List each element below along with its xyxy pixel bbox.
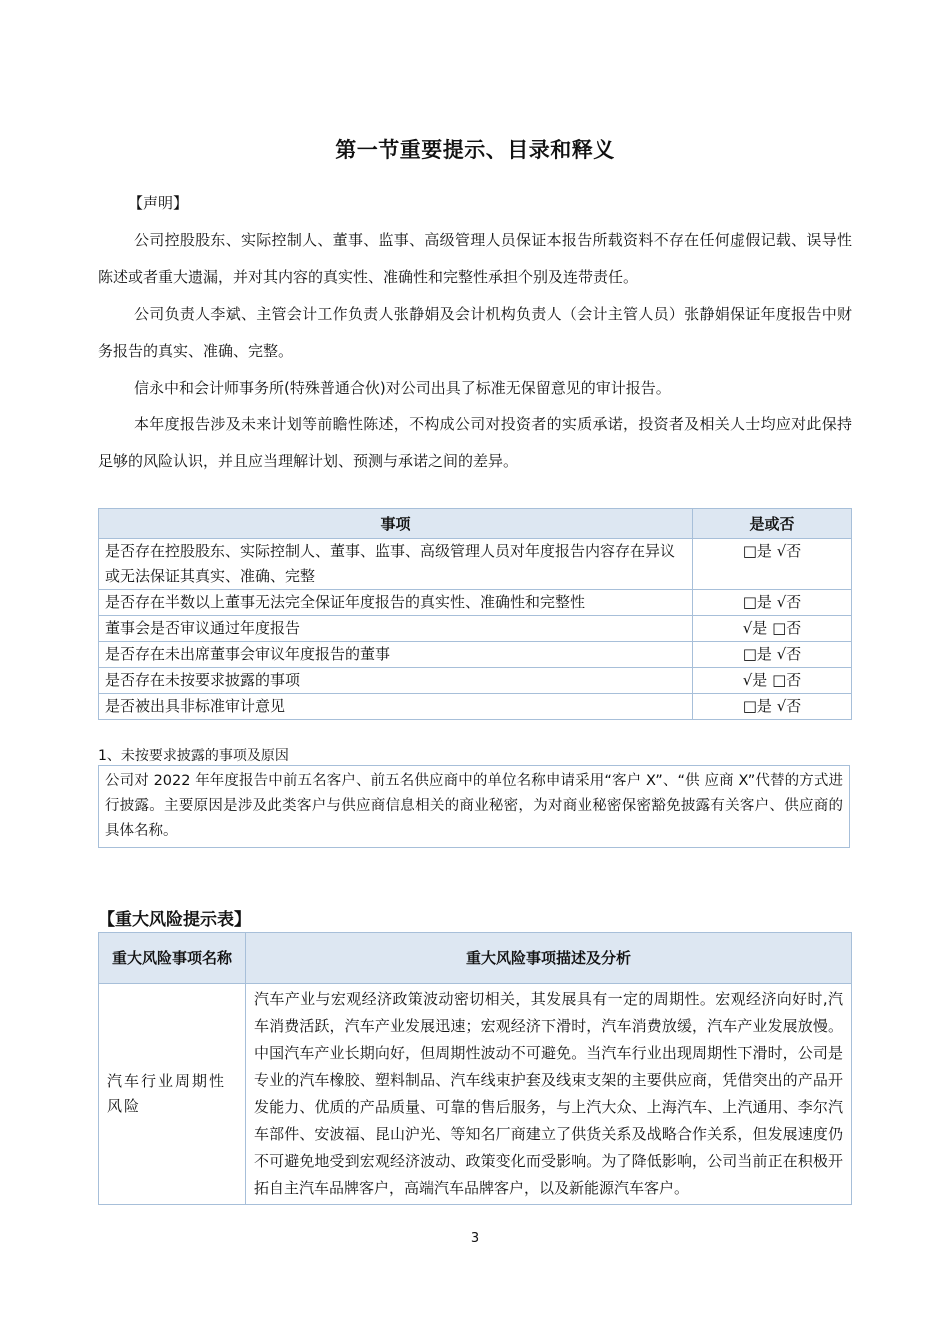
table-row xyxy=(99,642,852,668)
undisclosed-label: 1、未按要求披露的事项及原因 xyxy=(98,748,289,764)
page-number: 3 xyxy=(470,1231,480,1246)
matter-answer: √是 □否 xyxy=(693,668,852,694)
table-header-row xyxy=(99,933,852,984)
header-yes-no: 是或否 xyxy=(693,509,852,539)
declaration-label: 【声明】 xyxy=(128,194,189,212)
section-title: 第一节重要提示、目录和释义 xyxy=(335,138,615,162)
matter-answer: □是 √否 xyxy=(693,694,852,720)
table-row xyxy=(99,616,852,642)
matter-item: 是否存在控股股东、实际控制人、董事、监事、高级管理人员对年度报告内容存在异议或无法保证其真实、准确、完整 xyxy=(99,539,693,590)
risk-description: 汽车产业与宏观经济政策波动密切相关，其发展具有一定的周期性。宏观经济向好时,汽车消费活跃，汽车产业发展迅速；宏观经济下滑时，汽车消费放缓，汽车产业发展放慢。中国汽车产业长期向好，但周期性波动不可避免。当汽车行业出现周期性下滑时，公司是专业的汽车橡胶、塑料制品、汽车线束护套及线束支架的主要供应商，凭借突出的产品开发能力、优质的产品质量、可靠的售后服务，与上汽大众、上海汽车、上汽通用、李尔汽车部件、安波福、昆山沪光、等知名厂商建立了供货关系及战略合作关系，但发展速度仍不可避免地受到宏观经济波动、政策变化而受影响。为了降低影响，公司当前正在积极开拓自主汽车品牌客户，高端汽车品牌客户，以及新能源汽车客户。 xyxy=(246,984,852,1205)
matter-item: 是否存在未按要求披露的事项 xyxy=(99,668,693,694)
matter-answer: □是 √否 xyxy=(693,642,852,668)
table-row xyxy=(99,668,852,694)
risk-table xyxy=(98,932,852,1205)
paragraph-audit-opinion: 信永中和会计师事务所(特殊普通合伙)对公司出具了标准无保留意见的审计报告。 xyxy=(134,379,671,397)
table-header-row xyxy=(99,509,852,539)
paragraph-responsible-persons: 公司负责人李斌、主管会计工作负责人张静娟及会计机构负责人（会计主管人员）张静娟保证年度报告中财务报告的真实、准确、完整。 xyxy=(98,305,852,360)
paragraph-guarantee: 公司控股股东、实际控制人、董事、监事、高级管理人员保证本报告所载资料不存在任何虚假记载、误导性陈述或者重大遗漏，并对其内容的真实性、准确性和完整性承担个别及连带责任。 xyxy=(98,231,852,286)
undisclosed-reason-box: 公司对 2022 年年度报告中前五名客户、前五名供应商中的单位名称申请采用“客户 X”、“供 应商 X”代替的方式进行披露。主要原因是涉及此类客户与供应商信息相关的商业秘密，为对商业秘密保密豁免披露有关客户、供应商的具体名称。 xyxy=(98,765,850,848)
paragraph-forward-looking: 本年度报告涉及未来计划等前瞻性陈述，不构成公司对投资者的实质承诺，投资者及相关人士均应对此保持足够的风险认识，并且应当理解计划、预测与承诺之间的差异。 xyxy=(98,415,852,470)
matter-item: 是否被出具非标准审计意见 xyxy=(99,694,693,720)
matter-answer: □是 √否 xyxy=(693,590,852,616)
table-row xyxy=(99,694,852,720)
header-matter: 事项 xyxy=(99,509,693,539)
matter-answer: □是 √否 xyxy=(693,539,852,590)
matter-answer: √是 □否 xyxy=(693,616,852,642)
table-row xyxy=(99,539,852,590)
header-risk-name: 重大风险事项名称 xyxy=(99,933,246,984)
matters-table xyxy=(98,508,852,720)
table-row xyxy=(99,984,852,1205)
risk-table-title: 【重大风险提示表】 xyxy=(98,910,251,930)
risk-name: 汽车行业周期性风险 xyxy=(99,984,246,1205)
header-risk-desc: 重大风险事项描述及分析 xyxy=(246,933,852,984)
matter-item: 是否存在半数以上董事无法完全保证年度报告的真实性、准确性和完整性 xyxy=(99,590,693,616)
matter-item: 董事会是否审议通过年度报告 xyxy=(99,616,693,642)
matter-item: 是否存在未出席董事会审议年度报告的董事 xyxy=(99,642,693,668)
table-row xyxy=(99,590,852,616)
